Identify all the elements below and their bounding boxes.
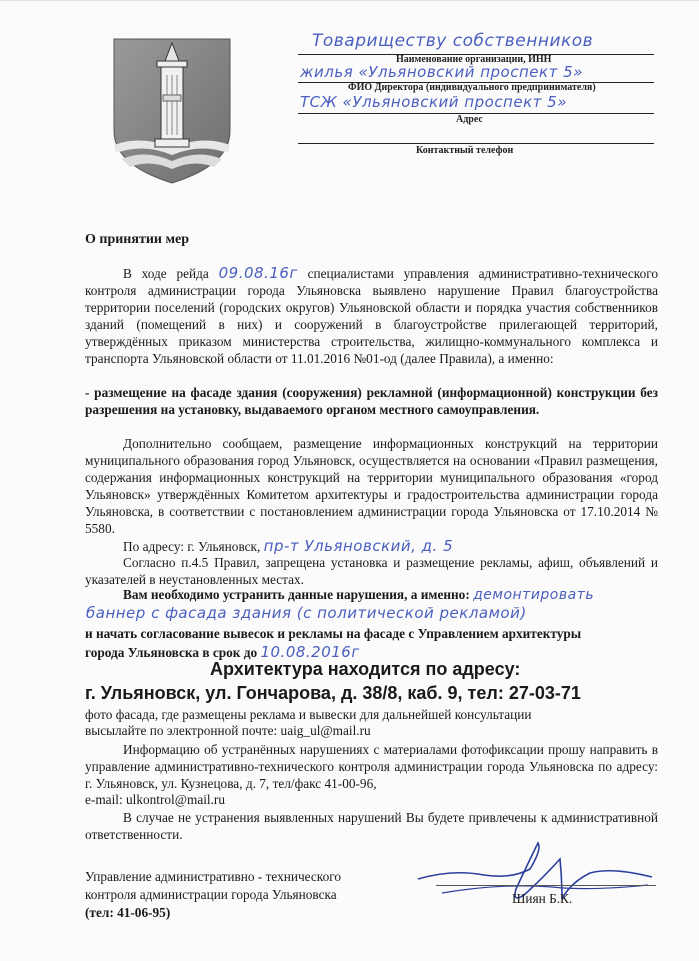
paragraph-raid bbox=[85, 265, 658, 367]
director-caption: ФИО Директора (индивидуального предпринимателя) bbox=[348, 82, 596, 93]
approval-deadline-label: города Ульяновска в срок до bbox=[85, 645, 258, 660]
org-name-caption: Наименование организации, ИНН bbox=[396, 54, 552, 65]
footer-phone: (тел: 41-06-95) bbox=[85, 905, 171, 920]
fix-handwritten-2: баннер с фасада здания (с политической рекламой) bbox=[86, 604, 527, 622]
deadline-handwritten: 10.08.2016г bbox=[260, 643, 360, 661]
email-line: e-mail: ulkontrol@mail.ru bbox=[85, 792, 226, 807]
document-title: О принятии мер bbox=[85, 232, 189, 247]
address-handwritten: ТСЖ «Ульяновский проспект 5» bbox=[300, 93, 567, 111]
paragraph-warning: В случае не устранения выявленных нарушений Вы будете привлечены к административной ответственности. bbox=[85, 810, 658, 842]
signature-rule bbox=[436, 885, 656, 886]
footer-dept-1: Управление административно - технического bbox=[85, 869, 342, 884]
architecture-heading: Архитектура находится по адресу: bbox=[210, 659, 521, 679]
fix-required-label: Вам необходимо устранить данные нарушения, а именно: bbox=[123, 587, 470, 602]
photo-line-1: фото фасада, где размещены реклама и вывески для дальнейшей консультации bbox=[85, 707, 532, 722]
paragraph-rules: Дополнительно сообщаем, размещение информационных конструкций на территории муниципального образования город Ульяновск, осуществляется на основании «Правил размещения, содержания информационных конструкций на территории муниципального образования «город Ульяновск» утверждённых Комитетом архитектуры и градостроительства администрации города Ульяновска, в соответствии с постановлением администрации города Ульяновска от 17.10.2014 № 5580. bbox=[85, 436, 658, 536]
paragraph-report: Информацию об устранённых нарушениях с материалами фотофиксации прошу направить в управление административно-технического контроля администрации города Ульяновска по адресу: г. Ульяновск, ул. Кузнецова, д. 7, тел/факс 41-00-96, bbox=[85, 742, 658, 791]
violation-address-line bbox=[85, 537, 453, 555]
org-name-handwritten: Товариществу собственников bbox=[312, 31, 594, 51]
photo-line-2: высылайте по электронной почте: uaig_ul@mail.ru bbox=[85, 723, 371, 738]
signer-name: Шиян Б.К. bbox=[512, 891, 573, 906]
raid-text: специалистами управления административно-технического контроля администрации города Ульяновска выявлено нарушение Правил благоустройства территории поселений (городских округов) Ульяновской области и порядка участия собственников зданий (помещений в них) и сооружений в благоустройстве прилегающей территорий, утверждённых приказом министерства строительства, жилищно-коммунального комплекса и транспорта Ульяновской области от 11.01.2016 №01-од (далее Правила), а именно: bbox=[85, 266, 659, 366]
fix-required-line bbox=[85, 587, 594, 603]
coat-of-arms-emblem bbox=[110, 35, 234, 187]
director-handwritten: жилья «Ульяновский проспект 5» bbox=[300, 63, 583, 81]
raid-intro: В ходе рейда bbox=[123, 266, 209, 281]
footer-dept-2: контроля администрации города Ульяновска bbox=[85, 887, 337, 902]
address-caption: Адрес bbox=[456, 114, 483, 125]
approval-line-1: и начать согласование вывесок и рекламы на фасаде с Управлением архитектуры bbox=[85, 626, 582, 641]
violation-text: - размещение на фасаде здания (сооружения) рекламной (информационной) конструкции без разрешения на установку, выдаваемого органом местного самоуправления. bbox=[85, 385, 658, 417]
phone-caption: Контактный телефон bbox=[416, 145, 514, 156]
fix-handwritten-1: демонтировать bbox=[473, 587, 595, 603]
phone-rule bbox=[298, 143, 654, 144]
paragraph-prohibition: Согласно п.4.5 Правил, запрещена установка и размещение рекламы, афиш, объявлений и указателей в неустановленных местах. bbox=[85, 555, 658, 587]
violation-address-handwritten: пр-т Ульяновский, д. 5 bbox=[263, 537, 454, 555]
architecture-address: г. Ульяновск, ул. Гончарова, д. 38/8, каб. 9, тел: 27-03-71 bbox=[85, 683, 581, 703]
raid-date-handwritten: 09.08.16г bbox=[218, 264, 298, 282]
address-label: По адресу: г. Ульяновск, bbox=[123, 539, 261, 554]
